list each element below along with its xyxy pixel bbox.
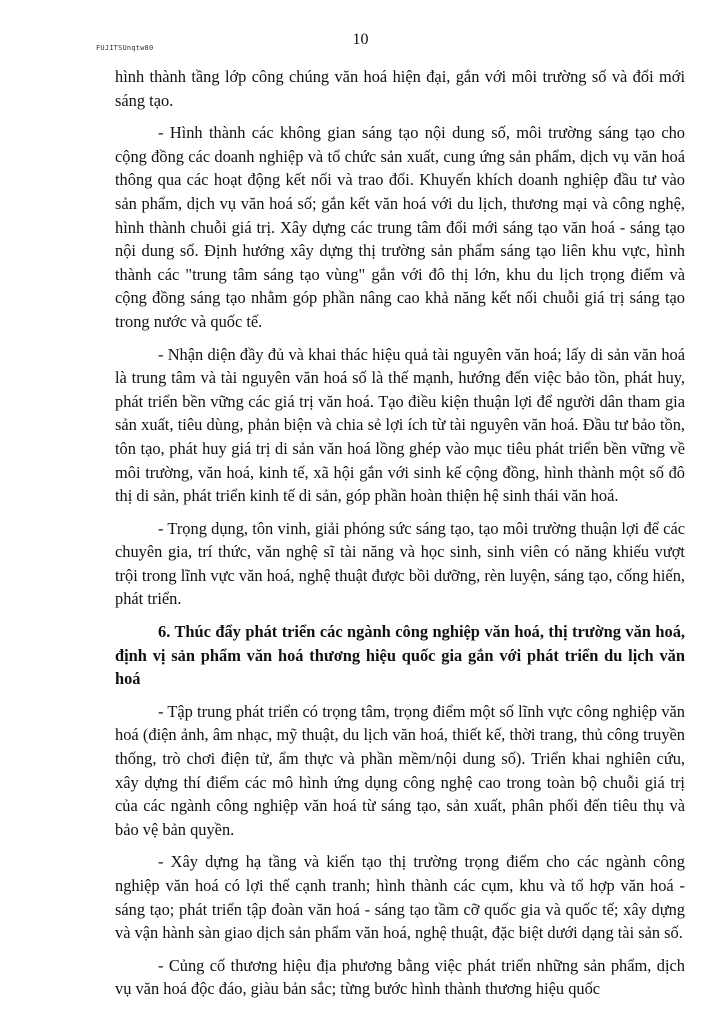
paragraph-cultural-industries: - Tập trung phát triển có trọng tâm, trọng điểm một số lĩnh vực công nghiệp văn hoá (điện ảnh, âm nhạc, mỹ thuật, du lịch văn hoá, thiết kế, thời trang, thủ công truyền thống, trò chơi điện tử, ẩm thực và phần mềm/nội dung số). Triển khai nghiên cứu, xây dựng thí điểm các mô hình ứng dụng công nghệ cao trong toàn bộ chuỗi giá trị của các ngành công nghiệp văn hoá từ sáng tạo, sản xuất, phân phối đến tiêu thụ và bảo vệ bản quyền.: [115, 701, 685, 839]
paragraph-creativity-talent: - Trọng dụng, tôn vinh, giải phóng sức sáng tạo, tạo môi trường thuận lợi để các chuyên gia, trí thức, văn nghệ sĩ tài năng và học sinh, sinh viên có năng khiếu vượt trội trong lĩnh vực văn hoá, nghệ thuật được bồi dưỡng, rèn luyện, sáng tạo, cống hiến, phát triển.: [115, 518, 685, 609]
paragraph-local-brand: - Củng cố thương hiệu địa phương bằng việc phát triển những sản phẩm, dịch vụ văn hoá độc đáo, giàu bản sắc; từng bước hình thành thương hiệu quốc: [115, 955, 685, 999]
page-number: 10: [352, 31, 369, 48]
document-body: [115, 65, 685, 1010]
scanner-tag: FUJITSUnqtw80: [96, 44, 154, 52]
paragraph-cultural-resources: - Nhận diện đầy đủ và khai thác hiệu quả tài nguyên văn hoá; lấy di sản văn hoá là trung tâm và tài nguyên văn hoá số là thế mạnh, hướng đến việc bảo tồn, phát huy, phát triển bền vững các giá trị văn hoá. Tạo điều kiện thuận lợi để người dân tham gia sản xuất, tiêu dùng, phản biện và chia sẻ lợi ích từ tài nguyên văn hoá. Đầu tư bảo tồn, tôn tạo, phát huy giá trị di sản văn hoá lồng ghép vào mục tiêu phát triển bền vững về môi trường, văn hoá, kinh tế, xã hội gắn với sinh kế cộng đồng, hình thành một số đô thị di sản, phát triển kinh tế di sản, góp phần hoàn thiện hệ sinh thái văn hoá.: [115, 344, 685, 506]
section-heading: 6. Thúc đẩy phát triển các ngành công nghiệp văn hoá, thị trường văn hoá, định vị sản phẩm văn hoá thương hiệu quốc gia gắn với phát triển du lịch văn hoá: [115, 622, 685, 689]
paragraph-continuation: hình thành tầng lớp công chúng văn hoá hiện đại, gắn với môi trường số và đổi mới sáng tạo.: [115, 67, 685, 110]
paragraph-creative-spaces: - Hình thành các không gian sáng tạo nội dung số, môi trường sáng tạo cho cộng đồng các doanh nghiệp và tổ chức sản xuất, cung ứng sản phẩm, dịch vụ văn hoá thông qua các hoạt động kết nối và trao đổi. Khuyến khích doanh nghiệp đầu tư vào sản phẩm, dịch vụ văn hoá số; gắn kết văn hoá với du lịch, thương mại và công nghệ, hình thành chuỗi giá trị. Xây dựng các trung tâm đổi mới sáng tạo văn hoá - sáng tạo nội dung số. Định hướng xây dựng thị trường sản phẩm sáng tạo liên khu vực, hình thành các "trung tâm sáng tạo vùng" gắn với đô thị lớn, khu du lịch trọng điểm và cộng đồng sáng tạo nhằm góp phần nâng cao khả năng kết nối chuỗi giá trị sáng tạo trong nước và quốc tế.: [115, 123, 685, 331]
paragraph-infrastructure-market: - Xây dựng hạ tầng và kiến tạo thị trường trọng điểm cho các ngành công nghiệp văn hoá có lợi thế cạnh tranh; hình thành các cụm, khu và tổ hợp văn hoá - sáng tạo; phát triển tập đoàn văn hoá - sáng tạo tầm cỡ quốc gia và quốc tế; xây dựng và vận hành sàn giao dịch sản phẩm văn hoá, nghệ thuật, đặc biệt dưới dạng tài sản số.: [115, 852, 685, 943]
